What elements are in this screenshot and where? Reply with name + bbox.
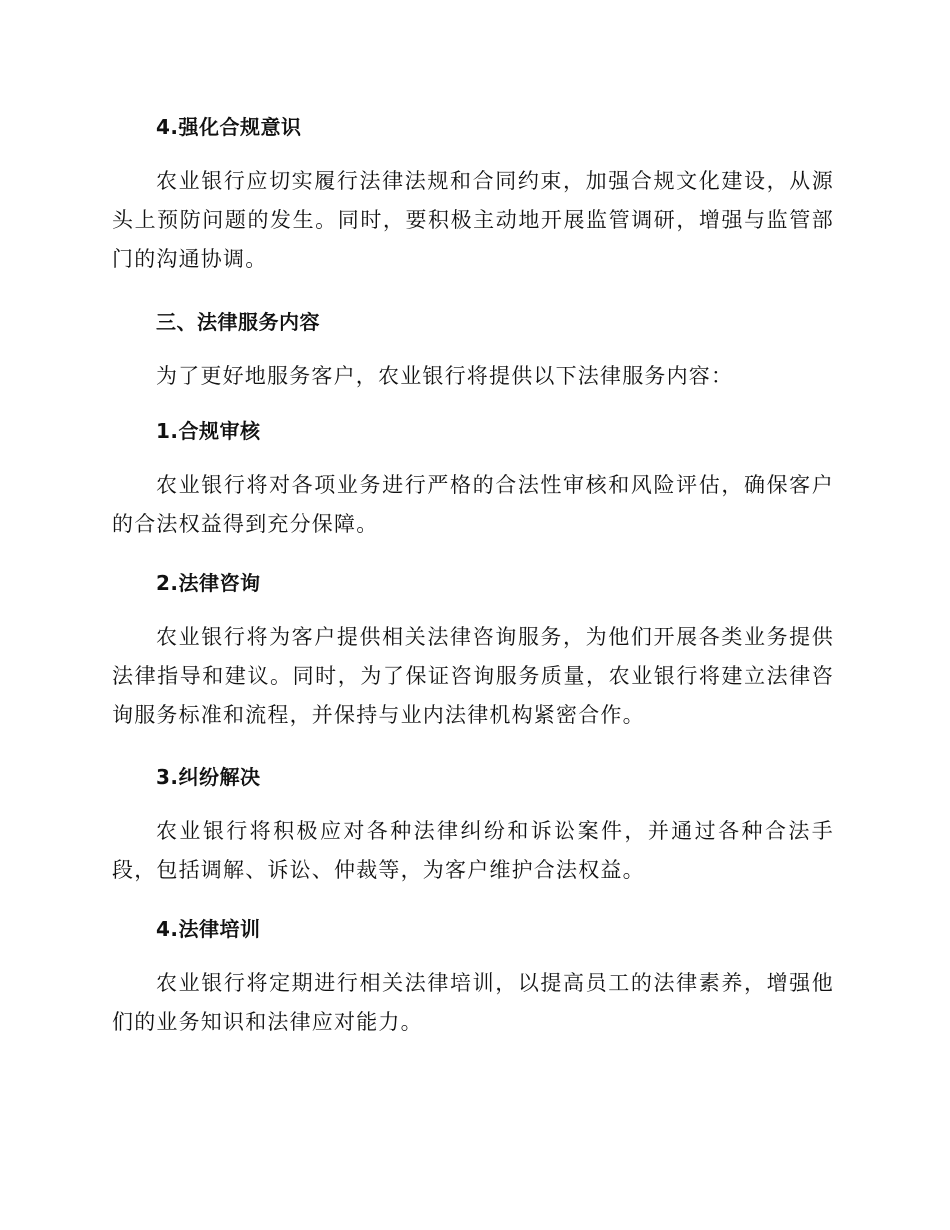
section-heading-compliance-awareness: 4.强化合规意识 (156, 115, 302, 139)
paragraph-compliance-review: 农业银行将对各项业务进行严格的合法性审核和风险评估，确保客户的合法权益得到充分保障。 (112, 473, 834, 536)
section-heading-legal-training: 4.法律培训 (156, 917, 261, 941)
paragraph-dispute-resolution: 农业银行将积极应对各种法律纠纷和诉讼案件，并通过各种合法手段，包括调解、诉讼、仲裁等，为客户维护合法权益。 (112, 819, 834, 882)
paragraph-compliance-awareness: 农业银行应切实履行法律法规和合同约束，加强合规文化建设，从源头上预防问题的发生。同时，要积极主动地开展监管调研，增强与监管部门的沟通协调。 (112, 169, 834, 271)
paragraph-legal-training: 农业银行将定期进行相关法律培训，以提高员工的法律素养，增强他们的业务知识和法律应对能力。 (112, 971, 834, 1034)
section-heading-compliance-review: 1.合规审核 (156, 419, 261, 443)
paragraph-legal-consultation: 农业银行将为客户提供相关法律咨询服务，为他们开展各类业务提供法律指导和建议。同时，为了保证咨询服务质量，农业银行将建立法律咨询服务标准和流程，并保持与业内法律机构紧密合作。 (112, 625, 834, 727)
paragraph-legal-services-intro: 为了更好地服务客户，农业银行将提供以下法律服务内容： (156, 364, 734, 388)
section-heading-legal-services: 三、法律服务内容 (156, 310, 320, 334)
section-heading-dispute-resolution: 3.纠纷解决 (156, 765, 261, 789)
section-heading-legal-consultation: 2.法律咨询 (156, 571, 261, 595)
